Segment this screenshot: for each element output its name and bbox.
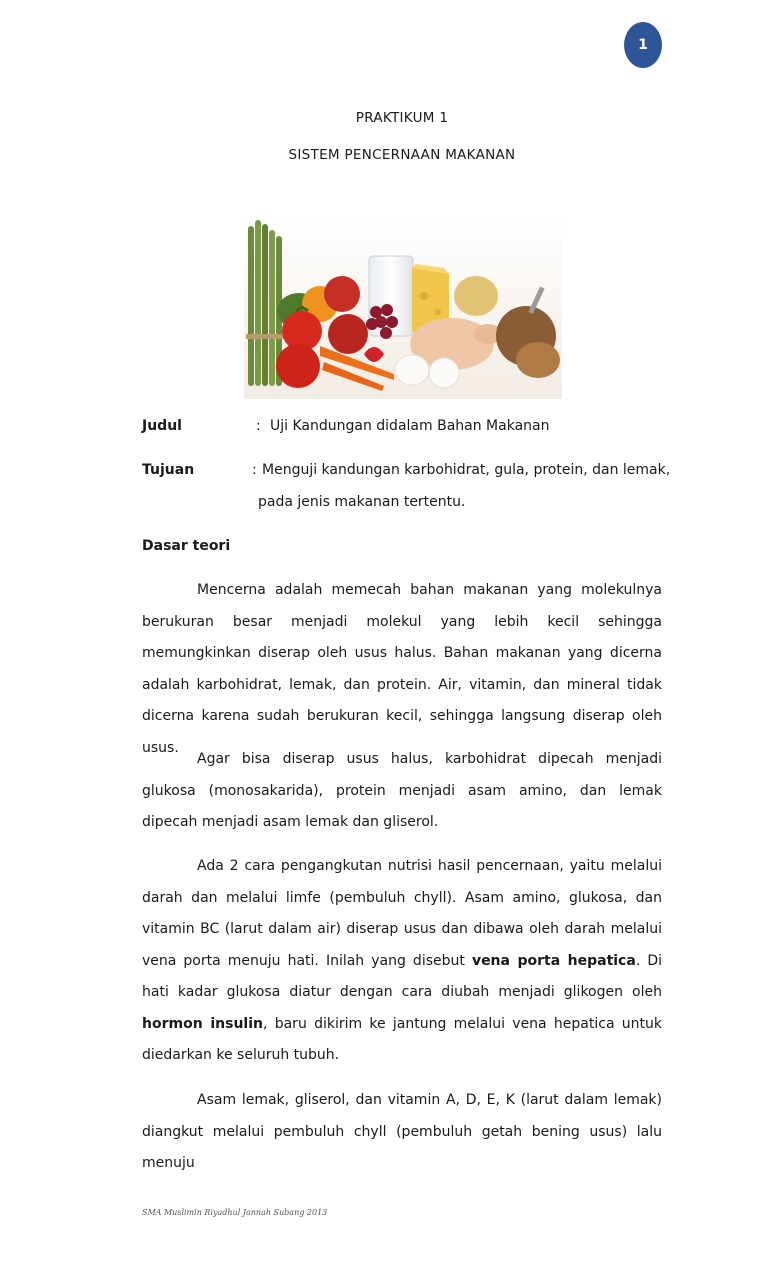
paragraph-3-part-c: . Di hati kadar glukosa diatur dengan cara diubah menjadi glikogen oleh (142, 952, 662, 1000)
tujuan-label: Tujuan (142, 462, 195, 478)
paragraph-3-part-e: , baru dikirim ke jantung melalui vena hepatica untuk diedarkan ke seluruh tubuh. (142, 1015, 663, 1063)
judul-label: Judul (142, 418, 182, 434)
tujuan-colon: : (252, 462, 257, 478)
tujuan-line-1: Menguji kandungan karbohidrat, gula, protein, dan lemak, (262, 462, 671, 478)
tujuan-line-2: pada jenis makanan tertentu. (258, 494, 466, 510)
footer-school-name: SMA Muslimin Riyadhul Jannah Subang 2013 (142, 1208, 328, 1217)
food-illustration (244, 216, 562, 399)
document-title: PRAKTIKUM 1 (355, 110, 449, 126)
judul-value: Uji Kandungan didalam Bahan Makanan (270, 418, 550, 434)
term-hormon-insulin: hormon insulin (142, 1015, 263, 1032)
paragraph-4: Asam lemak, gliserol, dan vitamin A, D, E, K (larut dalam lemak) diangkut melalui pembuluh chyll (pembuluh getah bening usus) lalu menuju (142, 1092, 662, 1171)
paragraph-3 (142, 851, 662, 1072)
paragraph-1: Mencerna adalah memecah bahan makanan yang molekulnya berukuran besar menjadi molekul yang lebih kecil sehingga memungkinkan diserap oleh usus halus. Bahan makanan yang dicerna adalah karbohidrat, lemak, dan protein. Air, vitamin, dan mineral tidak dicerna karena sudah berukuran kecil, sehingga langsung diserap oleh usus. (142, 582, 662, 756)
judul-colon: : (256, 418, 261, 434)
page-number-badge: 1 (624, 22, 662, 68)
document-subtitle: SISTEM PENCERNAAN MAKANAN (288, 147, 516, 163)
paragraph-2: Agar bisa diserap usus halus, karbohidrat dipecah menjadi glukosa (monosakarida), protein menjadi asam amino, dan lemak dipecah menjadi asam lemak dan gliserol. (142, 751, 662, 830)
term-vena-porta-hepatica: vena porta hepatica (471, 952, 636, 969)
section-heading-dasar-teori: Dasar teori (142, 538, 231, 554)
food-photo (244, 216, 562, 399)
paragraph-3-part-a: Ada 2 cara pengangkutan nutrisi hasil pencernaan, yaitu melalui darah dan melalui limfe (pembuluh chyll). Asam amino, glukosa, dan vitamin BC (larut dalam air) diserap usus dan dibawa oleh darah melalui vena porta menuju hati. Inilah yang disebut (142, 858, 662, 969)
